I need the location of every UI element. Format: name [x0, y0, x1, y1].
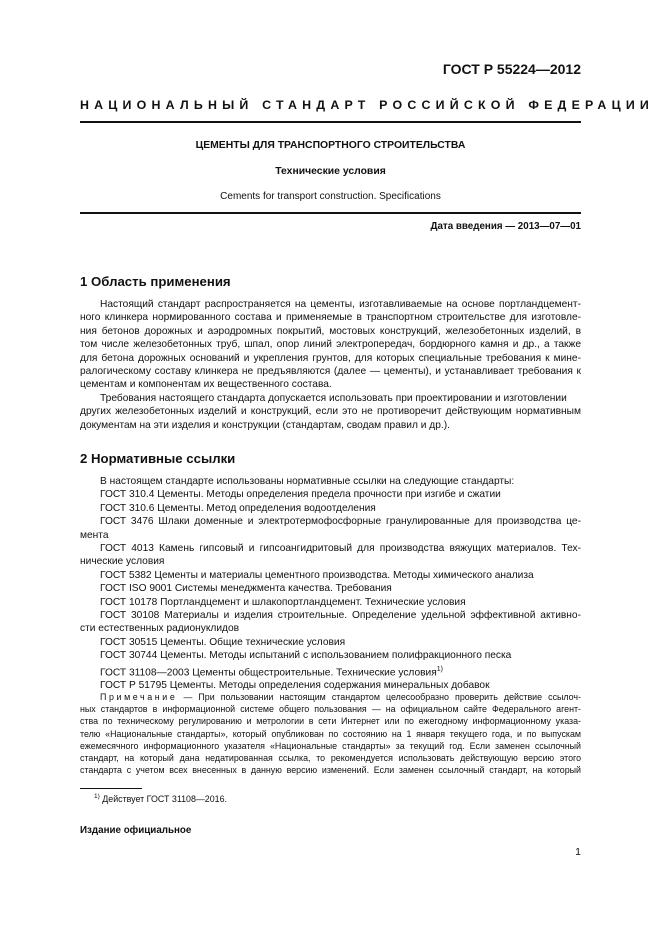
text-line: ния бетонов дорожных и аэродромных покрытий, мостовых конструкций, железобетонных изделий, в — [80, 325, 581, 337]
reference-item: ГОСТ Р 51795 Цементы. Методы определения содержания минеральных добавок — [100, 680, 490, 692]
section-1-heading: 1 Область применения — [80, 274, 231, 289]
note-line: стандарт, на который дана недатированная ссылка, то рекомендуется использовать действующую версию этого — [80, 753, 581, 764]
title-rule — [80, 212, 581, 214]
national-standard-banner: НАЦИОНАЛЬНЫЙ СТАНДАРТ РОССИЙСКОЙ ФЕДЕРАЦИИ — [80, 98, 655, 112]
note-line: ства по техническому регулированию и метрологии в сети Интернет или по ежегодному информационному указа- — [80, 716, 581, 727]
footnote-rule — [80, 788, 142, 789]
text-line: документам на эти изделия и конструкции (стандартам, сводам правил и др.). — [80, 419, 450, 431]
reference-item: ГОСТ 310.6 Цементы. Метод определения водоотделения — [100, 502, 376, 514]
reference-item: ГОСТ 30515 Цементы. Общие технические условия — [100, 636, 346, 648]
reference-item: ГОСТ 5382 Цементы и материалы цементного производства. Методы химического анализа — [100, 569, 534, 581]
section-2-references — [80, 475, 581, 693]
reference-item: ГОСТ 10178 Портландцемент и шлакопортландцемент. Технические условия — [100, 596, 466, 608]
note-line: ных стандартов в информационной системе общего пользования — на официальном сайте Федерального агент- — [80, 704, 581, 715]
text-line: других железобетонных изделий и конструкций, если это не противоречит действующим нормативным — [80, 406, 581, 418]
section-2-heading: 2 Нормативные ссылки — [80, 451, 236, 466]
reference-item: ГОСТ 4013 Камень гипсовый и гипсоангидритовый для производства вяжущих материалов. Тех- — [100, 543, 581, 555]
intro-date: Дата введения — 2013—07—01 — [430, 221, 581, 232]
gost-number: ГОСТ Р 55224—2012 — [442, 61, 581, 77]
section-1-paragraph-2 — [80, 392, 581, 432]
reference-item-continued: мента — [80, 529, 109, 541]
official-edition-label: Издание официальное — [80, 825, 192, 836]
reference-item: ГОСТ ISO 9001 Системы менеджмента качества. Требования — [100, 583, 392, 595]
reference-item: ГОСТ 3476 Шлаки доменные и электротермофосфорные гранулированные для производства це- — [100, 516, 581, 528]
note-label: Примечание — [100, 692, 178, 702]
text-line: Настоящий стандарт распространяется на цементы, изготавливаемые на основе портландцемент- — [100, 299, 581, 310]
reference-item-continued: нические условия — [80, 556, 165, 568]
english-title: Cements for transport construction. Specifications — [220, 191, 441, 202]
text-line: том числе железобетонных труб, шпал, опор линий электропередач, бордюрного камня и др., а также — [80, 339, 581, 351]
reference-item-continued: сти естественных радионуклидов — [80, 623, 240, 635]
document-subtitle: Технические условия — [275, 166, 386, 177]
page-number: 1 — [575, 846, 581, 858]
note-line: стандарта с учетом всех внесенных в данную версию изменений. Если заменен ссылочный стандарт, на который — [80, 765, 581, 776]
note-line: ежемесячного информационного указателя «Национальные стандарты» за текущий год. Если заменен ссылочный — [80, 740, 581, 751]
note-block — [80, 691, 581, 776]
reference-item: ГОСТ 31108—2003 Цементы общестроительные. Технические условия$^{1)}$ — [100, 665, 443, 679]
document-title: ЦЕМЕНТЫ ДЛЯ ТРАНСПОРТНОГО СТРОИТЕЛЬСТВА — [195, 140, 466, 151]
text-line: ного клинкера нормированного состава и применяемые в транспортном строительстве для изготовле- — [80, 312, 581, 324]
header-rule — [80, 121, 581, 123]
note-line: телю «Национальные стандарты», который опубликован по состоянию на 1 января текущего года, и по выпускам — [80, 728, 581, 739]
reference-item: ГОСТ 30108 Материалы и изделия строительные. Определение удельной эффективной активно- — [100, 610, 581, 622]
text-line: ралогическому составу клинкера не предъявляются (далее — цементы), и устанавливает требования к — [80, 366, 581, 378]
text-line: Требования настоящего стандарта допускается использовать при проектировании и изготовлении — [100, 393, 567, 404]
reference-item: ГОСТ 30744 Цементы. Методы испытаний с использованием полифракционного песка — [100, 650, 512, 662]
footnote: $^{1)}$ Действует ГОСТ 31108—2016. — [94, 793, 227, 804]
references-intro: В настоящем стандарте использованы нормативные ссылки на следующие стандарты: — [100, 476, 515, 487]
note-first-line: Примечание — При пользовании настоящим стандартом целесообразно проверить действие ссылоч- — [100, 692, 582, 702]
section-1-paragraph-1-lines — [80, 298, 581, 392]
text-line: для бетона дорожных оснований и укрепления грунтов, для которых специальные требования к мине- — [80, 352, 581, 364]
footnote-marker: 1) — [436, 665, 443, 673]
reference-item: ГОСТ 310.4 Цементы. Методы определения предела прочности при изгибе и сжатии — [100, 489, 501, 501]
text-line: цементам и компонентам их вещественного состава. — [80, 379, 332, 391]
footnote-marker: 1) — [94, 793, 100, 800]
